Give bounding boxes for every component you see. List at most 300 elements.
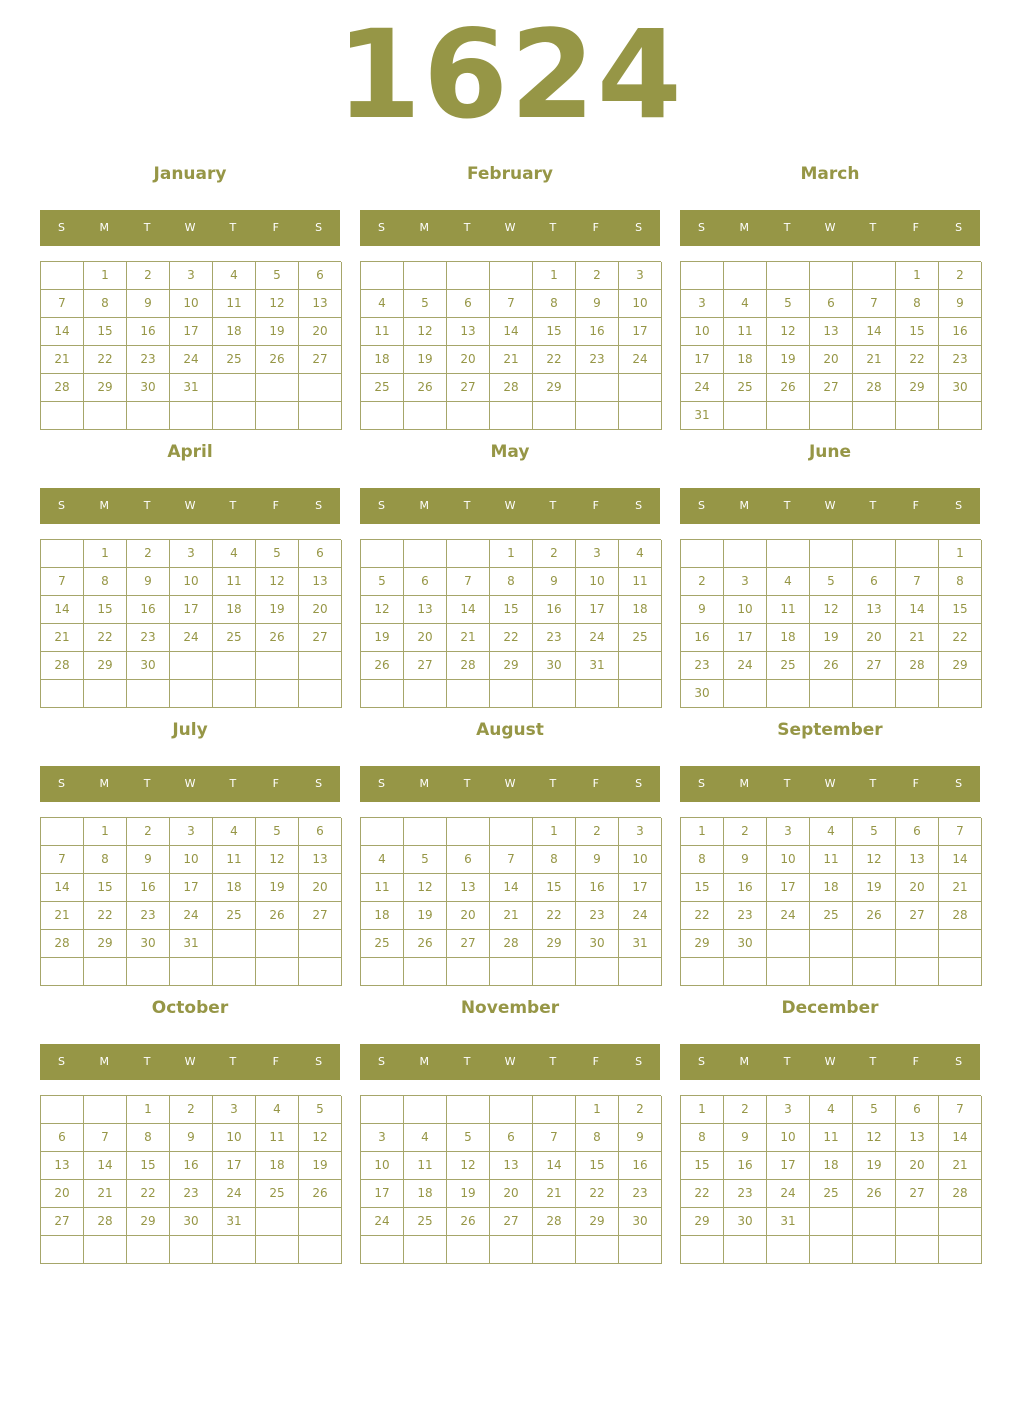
day-cell: [256, 1236, 299, 1264]
day-cell: 30: [127, 930, 170, 958]
day-cell: 27: [299, 624, 342, 652]
day-cell: 12: [256, 846, 299, 874]
day-cell: [404, 540, 447, 568]
day-cell: [41, 680, 84, 708]
day-cell: 4: [256, 1096, 299, 1124]
day-cell: [447, 818, 490, 846]
day-cell: [767, 930, 810, 958]
day-cell: 4: [619, 540, 662, 568]
day-cell: 22: [127, 1180, 170, 1208]
weekday-label: T: [549, 777, 557, 790]
weekday-label: S: [697, 1055, 705, 1068]
day-cell: [724, 958, 767, 986]
day-grid: [40, 539, 341, 708]
day-cell: 19: [404, 346, 447, 374]
day-grid: [40, 1095, 341, 1264]
weekday-label: M: [419, 777, 430, 790]
month-name: November: [460, 998, 560, 1018]
weekday-header: [680, 210, 980, 246]
day-cell: 16: [576, 874, 619, 902]
day-cell: 26: [810, 652, 853, 680]
day-cell: [299, 1236, 342, 1264]
weekday-label: T: [229, 221, 237, 234]
weekday-label: T: [143, 499, 151, 512]
day-cell: 14: [853, 318, 896, 346]
weekday-label: T: [229, 499, 237, 512]
day-cell: 17: [213, 1152, 256, 1180]
day-cell: 19: [361, 624, 404, 652]
weekday-label: W: [504, 777, 516, 790]
weekday-label: F: [592, 221, 599, 234]
day-cell: 15: [896, 318, 939, 346]
day-cell: 8: [533, 846, 576, 874]
day-cell: 11: [361, 318, 404, 346]
day-cell: 10: [170, 290, 213, 318]
day-cell: [939, 958, 982, 986]
day-cell: 18: [256, 1152, 299, 1180]
day-cell: 20: [41, 1180, 84, 1208]
day-cell: 9: [681, 596, 724, 624]
day-cell: 9: [619, 1124, 662, 1152]
day-cell: [213, 374, 256, 402]
day-cell: 13: [299, 846, 342, 874]
day-grid: [680, 539, 981, 708]
day-cell: 18: [767, 624, 810, 652]
day-cell: [533, 1236, 576, 1264]
weekday-label: T: [783, 221, 791, 234]
weekday-label: F: [592, 499, 599, 512]
day-cell: 24: [170, 902, 213, 930]
day-cell: 31: [170, 930, 213, 958]
day-cell: 19: [853, 1152, 896, 1180]
day-cell: 28: [41, 374, 84, 402]
weekday-label: W: [504, 221, 516, 234]
day-cell: 20: [896, 874, 939, 902]
day-cell: 19: [404, 902, 447, 930]
day-cell: 25: [724, 374, 767, 402]
day-cell: 25: [810, 1180, 853, 1208]
day-cell: 3: [619, 818, 662, 846]
day-cell: 11: [724, 318, 767, 346]
weekday-header: [360, 766, 660, 802]
day-cell: 31: [576, 652, 619, 680]
day-cell: 31: [619, 930, 662, 958]
day-cell: 2: [533, 540, 576, 568]
day-cell: 28: [490, 374, 533, 402]
day-cell: 7: [490, 290, 533, 318]
day-cell: 16: [127, 596, 170, 624]
day-cell: 27: [404, 652, 447, 680]
day-cell: 21: [939, 1152, 982, 1180]
day-cell: 18: [361, 902, 404, 930]
day-cell: 23: [939, 346, 982, 374]
day-cell: 5: [361, 568, 404, 596]
day-cell: 7: [939, 818, 982, 846]
day-cell: 8: [127, 1124, 170, 1152]
day-cell: [213, 958, 256, 986]
day-cell: [576, 374, 619, 402]
day-cell: 31: [213, 1208, 256, 1236]
day-cell: 13: [447, 874, 490, 902]
day-cell: 2: [619, 1096, 662, 1124]
day-cell: 4: [213, 818, 256, 846]
day-cell: 5: [404, 846, 447, 874]
day-cell: 21: [84, 1180, 127, 1208]
day-cell: 23: [127, 624, 170, 652]
day-cell: [127, 402, 170, 430]
day-cell: 5: [256, 262, 299, 290]
day-cell: 27: [490, 1208, 533, 1236]
day-cell: 21: [853, 346, 896, 374]
day-cell: 24: [619, 902, 662, 930]
day-cell: [767, 402, 810, 430]
day-cell: 3: [724, 568, 767, 596]
day-cell: 19: [256, 596, 299, 624]
day-cell: [576, 680, 619, 708]
day-cell: 21: [896, 624, 939, 652]
day-cell: 21: [41, 624, 84, 652]
day-cell: 10: [170, 846, 213, 874]
day-cell: 29: [127, 1208, 170, 1236]
day-cell: [853, 402, 896, 430]
day-cell: [41, 1096, 84, 1124]
day-cell: [256, 958, 299, 986]
day-cell: 22: [896, 346, 939, 374]
day-cell: 10: [576, 568, 619, 596]
day-cell: 12: [853, 846, 896, 874]
day-cell: 14: [490, 318, 533, 346]
day-cell: 4: [724, 290, 767, 318]
day-cell: [447, 540, 490, 568]
day-cell: [213, 402, 256, 430]
day-cell: 22: [490, 624, 533, 652]
day-cell: 27: [447, 374, 490, 402]
day-cell: 11: [810, 846, 853, 874]
day-cell: 11: [619, 568, 662, 596]
day-cell: 26: [404, 930, 447, 958]
day-cell: 30: [939, 374, 982, 402]
day-cell: 16: [127, 318, 170, 346]
day-cell: [490, 402, 533, 430]
weekday-label: T: [463, 221, 471, 234]
day-cell: [84, 680, 127, 708]
day-cell: 15: [127, 1152, 170, 1180]
day-cell: 6: [853, 568, 896, 596]
day-cell: [939, 402, 982, 430]
day-cell: [853, 680, 896, 708]
day-cell: 1: [939, 540, 982, 568]
weekday-label: T: [463, 1055, 471, 1068]
weekday-label: T: [549, 499, 557, 512]
day-cell: 7: [84, 1124, 127, 1152]
day-cell: 25: [361, 930, 404, 958]
day-cell: 26: [853, 1180, 896, 1208]
day-cell: [361, 958, 404, 986]
day-cell: 26: [853, 902, 896, 930]
day-cell: 17: [619, 874, 662, 902]
day-cell: [724, 680, 767, 708]
weekday-label: M: [99, 499, 110, 512]
day-cell: 28: [939, 902, 982, 930]
day-cell: 7: [447, 568, 490, 596]
day-cell: [533, 402, 576, 430]
day-cell: 29: [84, 374, 127, 402]
day-cell: 28: [41, 652, 84, 680]
day-cell: 30: [724, 930, 767, 958]
day-cell: 1: [896, 262, 939, 290]
day-cell: 8: [939, 568, 982, 596]
day-cell: 26: [767, 374, 810, 402]
day-cell: [84, 1096, 127, 1124]
day-cell: 14: [41, 874, 84, 902]
day-cell: [619, 374, 662, 402]
day-cell: 21: [41, 902, 84, 930]
day-cell: 18: [361, 346, 404, 374]
day-cell: 1: [490, 540, 533, 568]
day-cell: 30: [724, 1208, 767, 1236]
day-cell: 17: [361, 1180, 404, 1208]
day-cell: 17: [170, 874, 213, 902]
day-cell: [361, 540, 404, 568]
day-cell: 24: [619, 346, 662, 374]
day-cell: [767, 958, 810, 986]
weekday-header: [680, 488, 980, 524]
day-cell: [299, 1208, 342, 1236]
day-cell: 10: [724, 596, 767, 624]
weekday-label: S: [57, 777, 65, 790]
day-cell: [853, 1236, 896, 1264]
weekday-label: S: [635, 221, 643, 234]
day-cell: 12: [767, 318, 810, 346]
day-cell: 16: [724, 874, 767, 902]
weekday-label: M: [419, 221, 430, 234]
weekday-label: W: [824, 777, 836, 790]
day-cell: 24: [767, 902, 810, 930]
day-cell: 5: [256, 540, 299, 568]
weekday-label: S: [697, 221, 705, 234]
weekday-label: T: [869, 1055, 877, 1068]
day-cell: 7: [896, 568, 939, 596]
day-cell: 20: [896, 1152, 939, 1180]
day-cell: 10: [767, 846, 810, 874]
day-cell: 26: [256, 346, 299, 374]
day-cell: [41, 540, 84, 568]
day-grid: [680, 1095, 981, 1264]
day-cell: 23: [681, 652, 724, 680]
day-cell: [299, 374, 342, 402]
day-cell: 20: [447, 902, 490, 930]
day-cell: 13: [896, 846, 939, 874]
weekday-label: T: [143, 777, 151, 790]
weekday-label: F: [592, 777, 599, 790]
day-cell: [256, 930, 299, 958]
weekday-header: [40, 766, 340, 802]
day-cell: 23: [533, 624, 576, 652]
day-cell: 2: [127, 818, 170, 846]
weekday-label: S: [377, 221, 385, 234]
day-cell: 15: [681, 1152, 724, 1180]
day-cell: 29: [84, 930, 127, 958]
day-cell: [170, 402, 213, 430]
day-cell: [404, 1236, 447, 1264]
day-cell: 10: [619, 290, 662, 318]
weekday-label: T: [869, 221, 877, 234]
day-cell: 18: [213, 874, 256, 902]
day-cell: 28: [533, 1208, 576, 1236]
day-cell: 14: [490, 874, 533, 902]
day-cell: 6: [896, 1096, 939, 1124]
weekday-label: T: [869, 777, 877, 790]
day-cell: [447, 958, 490, 986]
day-cell: 11: [213, 846, 256, 874]
month-name: July: [172, 720, 208, 740]
day-cell: [84, 1236, 127, 1264]
day-cell: 18: [724, 346, 767, 374]
day-cell: 5: [447, 1124, 490, 1152]
day-cell: 23: [170, 1180, 213, 1208]
day-cell: 4: [361, 290, 404, 318]
day-cell: 22: [533, 346, 576, 374]
weekday-label: M: [99, 1055, 110, 1068]
day-cell: 9: [576, 846, 619, 874]
day-cell: 11: [213, 568, 256, 596]
weekday-label: S: [377, 499, 385, 512]
day-grid: [360, 1095, 661, 1264]
day-cell: 25: [213, 902, 256, 930]
day-cell: 19: [447, 1180, 490, 1208]
day-cell: 24: [213, 1180, 256, 1208]
weekday-label: F: [272, 499, 279, 512]
day-cell: 4: [213, 540, 256, 568]
day-cell: [404, 818, 447, 846]
day-cell: 21: [939, 874, 982, 902]
weekday-label: T: [463, 499, 471, 512]
weekday-label: S: [635, 1055, 643, 1068]
day-cell: 22: [576, 1180, 619, 1208]
day-cell: 10: [213, 1124, 256, 1152]
weekday-label: S: [57, 499, 65, 512]
day-grid: [360, 817, 661, 986]
day-cell: 17: [767, 874, 810, 902]
day-cell: 25: [810, 902, 853, 930]
day-cell: 3: [170, 818, 213, 846]
day-cell: 18: [404, 1180, 447, 1208]
weekday-label: T: [143, 1055, 151, 1068]
day-cell: 21: [41, 346, 84, 374]
weekday-header: [40, 488, 340, 524]
day-cell: 11: [810, 1124, 853, 1152]
day-cell: 29: [84, 652, 127, 680]
day-cell: [490, 958, 533, 986]
day-cell: 16: [576, 318, 619, 346]
weekday-label: S: [57, 221, 65, 234]
day-cell: [256, 652, 299, 680]
day-cell: 9: [576, 290, 619, 318]
day-cell: [490, 262, 533, 290]
day-cell: [853, 930, 896, 958]
weekday-label: S: [635, 777, 643, 790]
month-name: October: [151, 998, 229, 1018]
month-name: April: [167, 442, 213, 462]
day-cell: [619, 1236, 662, 1264]
day-cell: 13: [853, 596, 896, 624]
day-cell: 30: [127, 374, 170, 402]
day-cell: 27: [447, 930, 490, 958]
day-cell: [41, 1236, 84, 1264]
day-cell: 18: [810, 1152, 853, 1180]
day-cell: [256, 680, 299, 708]
day-cell: 24: [170, 624, 213, 652]
day-cell: 1: [681, 1096, 724, 1124]
day-cell: [576, 1236, 619, 1264]
day-cell: 20: [404, 624, 447, 652]
day-cell: 22: [84, 346, 127, 374]
day-cell: [896, 930, 939, 958]
month-name: June: [808, 442, 852, 462]
day-cell: 28: [853, 374, 896, 402]
day-cell: [490, 818, 533, 846]
day-cell: [810, 262, 853, 290]
day-cell: 14: [896, 596, 939, 624]
day-cell: 7: [41, 846, 84, 874]
day-cell: 27: [810, 374, 853, 402]
day-cell: 8: [681, 1124, 724, 1152]
day-cell: 18: [619, 596, 662, 624]
day-cell: 9: [724, 1124, 767, 1152]
day-cell: 1: [681, 818, 724, 846]
day-cell: 10: [619, 846, 662, 874]
day-cell: 18: [213, 318, 256, 346]
day-cell: 15: [490, 596, 533, 624]
weekday-label: W: [824, 221, 836, 234]
weekday-header: [40, 1044, 340, 1080]
day-cell: 2: [170, 1096, 213, 1124]
day-cell: 29: [681, 1208, 724, 1236]
day-cell: 17: [724, 624, 767, 652]
day-cell: 26: [361, 652, 404, 680]
day-cell: 31: [767, 1208, 810, 1236]
day-cell: 4: [404, 1124, 447, 1152]
day-cell: [84, 958, 127, 986]
day-cell: [361, 1096, 404, 1124]
day-cell: 8: [533, 290, 576, 318]
weekday-label: T: [783, 499, 791, 512]
day-cell: 13: [299, 568, 342, 596]
day-cell: 8: [681, 846, 724, 874]
day-cell: 14: [447, 596, 490, 624]
day-cell: 10: [681, 318, 724, 346]
day-cell: [170, 958, 213, 986]
month-name: January: [153, 164, 227, 184]
day-cell: [127, 680, 170, 708]
day-cell: 19: [299, 1152, 342, 1180]
day-cell: [490, 1236, 533, 1264]
day-cell: 3: [681, 290, 724, 318]
day-cell: 18: [810, 874, 853, 902]
day-grid: [680, 261, 981, 430]
day-cell: 30: [127, 652, 170, 680]
day-cell: 16: [619, 1152, 662, 1180]
weekday-label: T: [143, 221, 151, 234]
day-cell: [939, 1236, 982, 1264]
day-cell: [404, 1096, 447, 1124]
weekday-label: W: [184, 221, 196, 234]
day-cell: 6: [447, 290, 490, 318]
day-cell: 2: [127, 540, 170, 568]
day-cell: 19: [256, 318, 299, 346]
day-cell: [939, 930, 982, 958]
day-cell: 4: [213, 262, 256, 290]
